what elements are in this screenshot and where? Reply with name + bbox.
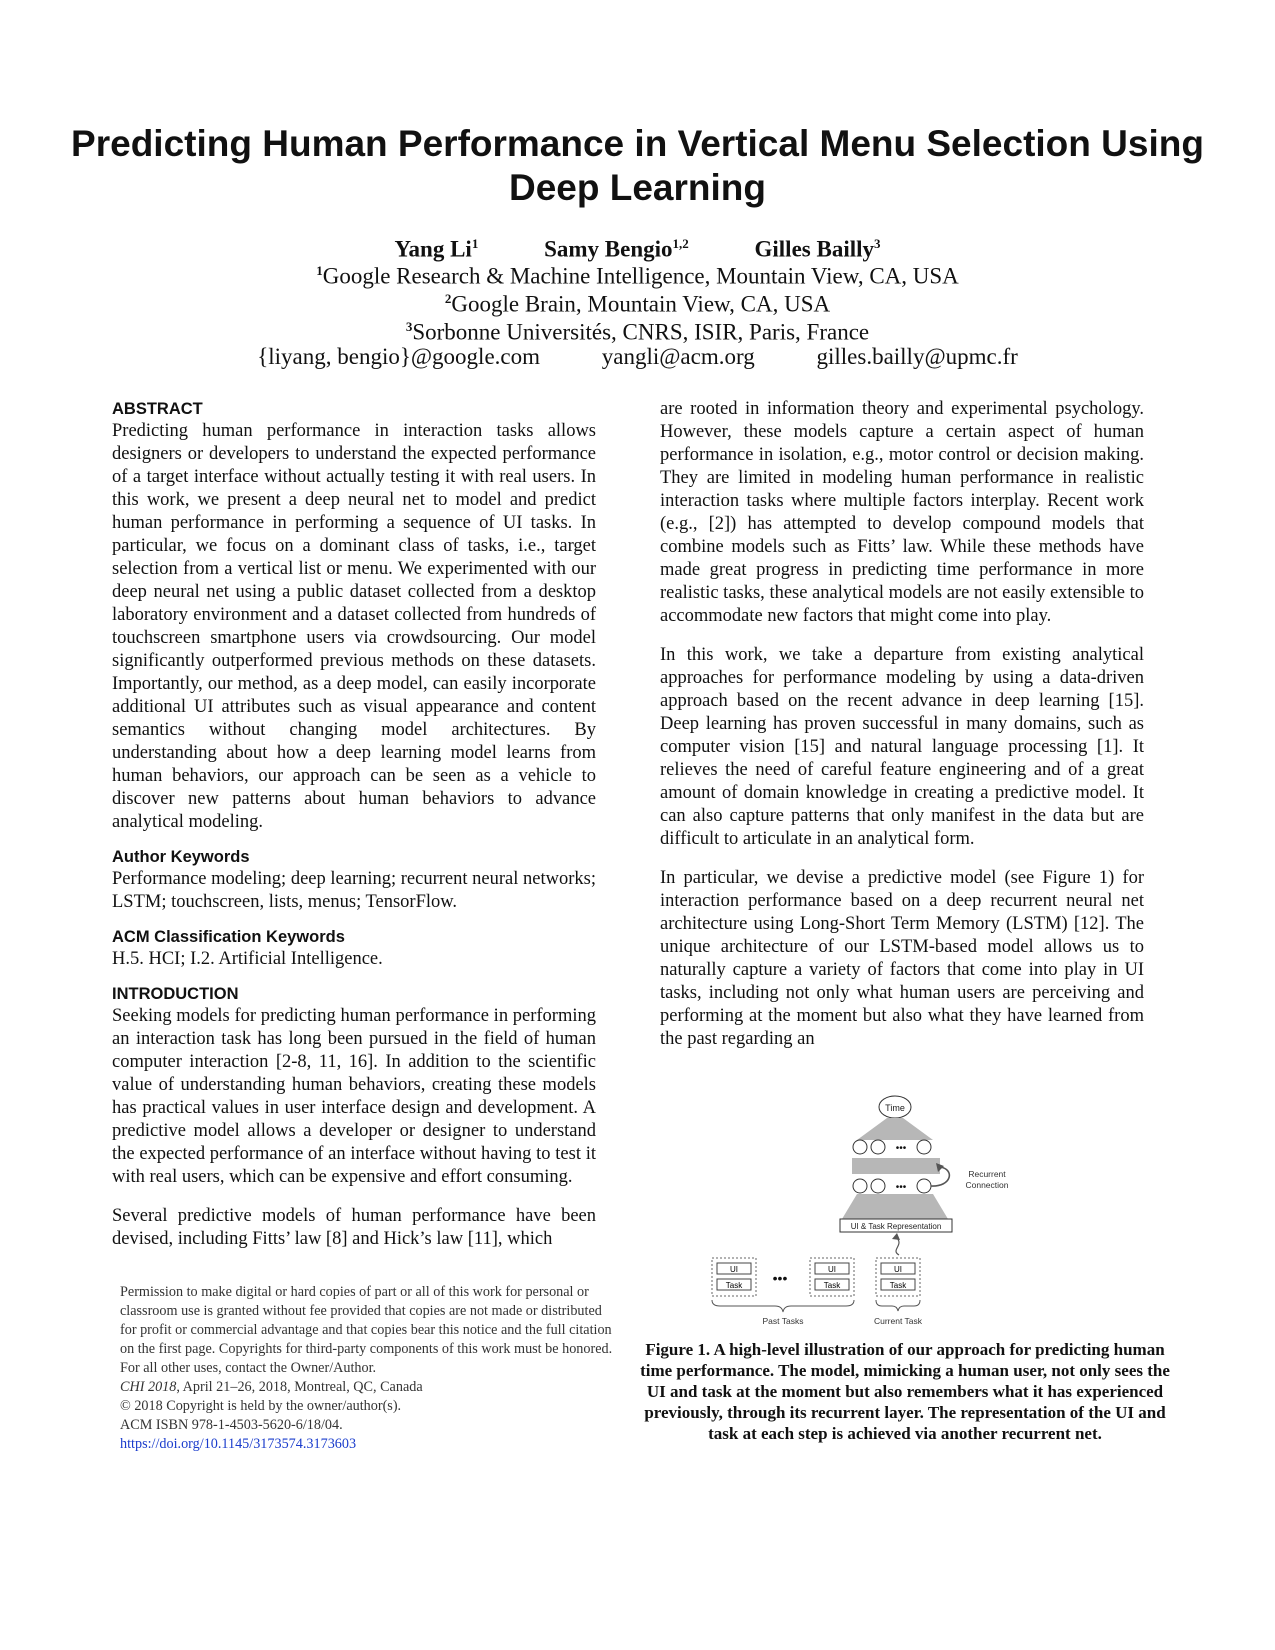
hidden-unit xyxy=(917,1140,931,1154)
author: Yang Li$^1$ xyxy=(394,236,479,262)
introduction-paragraph: Several predictive models of human performance have been devised, including Fitts’ law [8] and Hick’s law [11], which xyxy=(112,1206,596,1249)
affiliation: $^3$Sorbonne Universités, CNRS, ISIR, Paris, France xyxy=(405,319,870,345)
email[interactable]: yangli@acm.org xyxy=(601,344,755,369)
introduction-paragraph: Seeking models for predicting human performance in performing an interaction task has long been pursued in the field of human computer interaction [2-8, 11, 16]. In addition to the scientific value of understanding human behaviors, creating these models has practical values in user interface design and development. A predictive model allows a developer or designer to understand the expected performance of an interface without having to test it with real users, which can be expensive and effort consuming. xyxy=(112,1006,596,1187)
right-column xyxy=(660,398,1144,1051)
body-paragraph: In particular, we devise a predictive model (see Figure 1) for interaction performance based on a deep recurrent neural net architecture using Long-Short Term Memory (LSTM) [12]. The unique architecture of our LSTM-based model allows us to naturally capture a variety of factors that come into play in UI tasks, including not only what human users are perceiving and performing at the moment but also what they have learned from the past regarding an xyxy=(660,868,1144,1049)
abstract-text: Predicting human performance in interaction tasks allows designers or developers to understand the expected performance of a target interface without actually testing it with real users. In this work, we present a deep neural net to model and predict human performance in performing a sequence of UI tasks. In particular, we focus on a dominant class of tasks, i.e., target selection from a vertical list or menu. We experimented with our deep neural net using a public dataset collected from a desktop laboratory environment and a dataset collected from hundreds of touchscreen smartphone users via crowdsourcing. Our model significantly outperformed previous methods on these datasets. Importantly, our method, as a deep model, can easily incorporate additional UI attributes such as visual appearance and content semantics without changing model architectures. By understanding about how a deep learning model learns from human behaviors, our approach can be seen as a vehicle to discover new patterns about human behaviors to advance analytical modeling. xyxy=(112,421,596,832)
ui-label: UI xyxy=(828,1265,836,1274)
ui-label: UI xyxy=(894,1265,902,1274)
task-label: Task xyxy=(725,1281,743,1290)
hidden-unit xyxy=(917,1179,931,1193)
doi-link[interactable]: https://doi.org/10.1145/3173574.3173603 xyxy=(120,1436,357,1452)
body-paragraph: are rooted in information theory and experimental psychology. However, these models capture a certain aspect of human performance in isolation, e.g., motor control or decision making. They are limited in modeling human performance in realistic interaction tasks where multiple factors interplay. Recent work (e.g., [2]) has attempted to develop compound models that combine models such as Fitts’ law. While these methods have made great progress in predicting time performance in more realistic tasks, these analytical models are not easily extensible to accommodate new factors that might come into play. xyxy=(660,399,1144,626)
arrow-head xyxy=(892,1233,900,1240)
recurrent-label: Recurrent xyxy=(968,1169,1006,1179)
affiliation: $^1$Google Research & Machine Intelligence, Mountain View, CA, USA xyxy=(316,263,959,289)
current-task-label: Current Task xyxy=(873,1316,923,1326)
author: Gilles Bailly$^3$ xyxy=(754,236,881,262)
hidden-unit xyxy=(853,1179,867,1193)
hidden-unit xyxy=(853,1140,867,1154)
left-column xyxy=(112,398,596,1251)
author-keywords-text: Performance modeling; deep learning; recurrent neural networks; LSTM; touchscreen, lists, menus; TensorFlow. xyxy=(112,869,596,912)
representation-label: UI & Task Representation xyxy=(850,1222,942,1231)
time-label: Time xyxy=(885,1103,905,1113)
task-label: Task xyxy=(889,1281,907,1290)
past-tasks-label: Past Tasks xyxy=(762,1316,804,1326)
email[interactable]: gilles.bailly@upmc.fr xyxy=(816,344,1018,369)
venue-line: CHI 2018, April 21–26, 2018, Montreal, QC, Canada xyxy=(120,1379,423,1395)
acm-keywords-heading: ACM Classification Keywords xyxy=(112,928,345,946)
hidden-unit xyxy=(871,1179,885,1193)
recurrent-label: Connection xyxy=(965,1180,1009,1190)
permission-block xyxy=(120,1283,620,1454)
email[interactable]: {liyang, bengio}@google.com xyxy=(257,344,540,369)
recurrent-layer-shape xyxy=(852,1158,940,1174)
isbn-line: ACM ISBN 978-1-4503-5620-6/18/04. xyxy=(120,1417,343,1433)
ellipsis: ••• xyxy=(895,1182,907,1193)
task-label: Task xyxy=(823,1281,841,1290)
ui-label: UI xyxy=(730,1265,738,1274)
copyright-line: © 2018 Copyright is held by the owner/author(s). xyxy=(120,1398,402,1414)
author-keywords-heading: Author Keywords xyxy=(112,848,250,866)
figure-1-diagram xyxy=(725,1095,1070,1335)
email-list xyxy=(60,343,1215,371)
permission-text: Permission to make digital or hard copies of part or all of this work for personal or classroom use is granted without fee provided that copies are not made or distributed for profit or commercial advantage and that copies bear this notice and the full citation on the first page. Copyrights for third-party components of this work must be honored. For all other uses, contact the Owner/Author. xyxy=(120,1284,613,1376)
past-tasks-brace xyxy=(712,1300,854,1312)
acm-keywords-text: H.5. HCI; I.2. Artificial Intelligence. xyxy=(112,949,383,969)
figure-caption: Figure 1. A high-level illustration of our approach for predicting human time performance. The model, mimicking a human user, not only sees the UI and task at the moment but also remembers what it has experienced previously, through its recurrent layer. The representation of the UI and task at each step is achieved via another recurrent net. xyxy=(640,1340,1170,1443)
ellipsis: ••• xyxy=(772,1270,788,1286)
input-layer-shape xyxy=(842,1194,948,1219)
abstract-heading: ABSTRACT xyxy=(112,400,203,418)
introduction-heading: INTRODUCTION xyxy=(112,985,239,1003)
body-paragraph: In this work, we take a departure from existing analytical approaches for performance modeling by using a data-driven approach based on the recent advance in deep learning [15]. Deep learning has proven successful in many domains, such as computer vision [15] and natural language processing [1]. It relieves the need of careful feature engineering and of a great amount of domain knowledge in creating a predictive model. It can also capture patterns that only manifest in the data but are difficult to articulate in an analytical form. xyxy=(660,645,1144,849)
hidden-unit xyxy=(871,1140,885,1154)
author: Samy Bengio$^{1,2}$ xyxy=(544,236,689,262)
ellipsis: ••• xyxy=(895,1143,907,1154)
current-task-brace xyxy=(876,1300,920,1311)
output-layer-shape xyxy=(857,1118,933,1140)
affiliation: $^2$Google Brain, Mountain View, CA, USA xyxy=(444,291,831,317)
paper-title: Predicting Human Performance in Vertical Menu Selection Using Deep Learning xyxy=(71,123,1204,208)
